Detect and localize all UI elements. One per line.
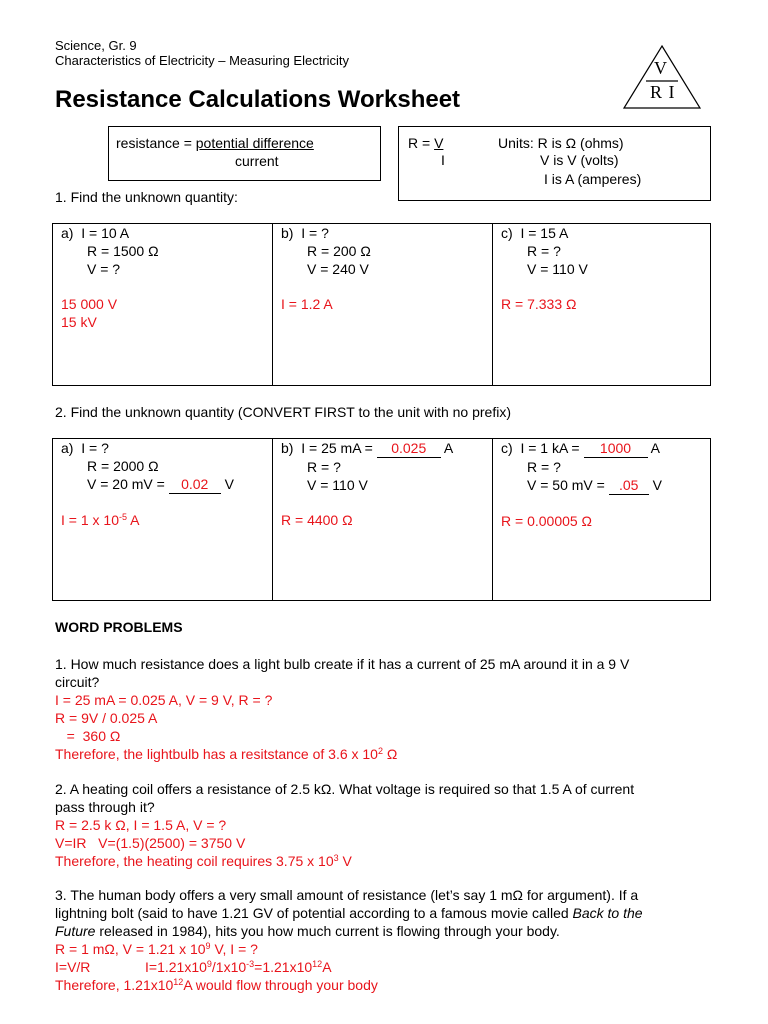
q2-cell-c: c) I = 1 kA = 1000 A R = ? V = 50 mV = .05 V R = 0.00005 Ω (493, 439, 711, 601)
formula-line (116, 134, 314, 152)
q2c-blank: 1000 (584, 439, 648, 458)
q2a-answer: I = 1 x $10^{-5}$ A (61, 512, 140, 528)
i-unit: I is A (amperes) (544, 171, 642, 187)
q1a-line2: R = 1500 Ω (87, 243, 159, 259)
p1-question-line2: circuit? (55, 674, 100, 690)
q1-cell-a: a) I = 10 A R = 1500 Ω V = ? 15 000 V 15 kV (53, 224, 273, 386)
q2-cell-b: b) I = 25 mA = 0.025 A R = ? V = 110 V R = 4400 Ω (273, 439, 493, 601)
q2c-blank2: .05 (609, 476, 649, 495)
p1-answer-line2: R = 9V / 0.025 A (55, 710, 158, 726)
q2a-line1: I = ? (81, 440, 109, 456)
q2c-line2: R = ? (527, 459, 561, 475)
q1c-answer: R = 7.333 Ω (501, 296, 577, 312)
vri-triangle-icon (622, 44, 702, 110)
p3-question-line3: Future released in 1984), hits you how much current is flowing through your body. (55, 923, 560, 939)
triangle-top: V (654, 58, 667, 78)
q1a-line1: I = 10 A (81, 225, 130, 241)
q1c-line1: I = 15 A (520, 225, 569, 241)
q1a-answer2: 15 kV (61, 314, 97, 330)
p1-answer-line4: Therefore, the lightbulb has a resitstance of 3.6 x $10^2$ Ω (55, 746, 398, 762)
p3-answer-line3: Therefore, $1.21x10^{12}A$ would flow through your body (55, 977, 378, 993)
units-label: Units: R is Ω (ohms) (498, 135, 624, 151)
q2b-blank: 0.025 (377, 439, 441, 458)
q1c-line2: R = ? (527, 243, 561, 259)
p1-answer-line1: I = 25 mA = 0.025 A, V = 9 V, R = ? (55, 692, 273, 708)
page-title: Resistance Calculations Worksheet (55, 86, 461, 113)
r-denominator: I (441, 152, 445, 168)
triangle-bottom: R I (650, 82, 676, 102)
p3-answer-line2: I=V/R $I=1.21x10^9/1x10^{-3}=1.21x10^{12}A$ (55, 959, 332, 975)
v-unit: V is V (volts) (540, 152, 619, 168)
r-equation: R = V (408, 135, 444, 151)
q2a-blank: 0.02 (169, 475, 221, 494)
p1-question-line1: 1. How much resistance does a light bulb create if it has a current of 25 mA around it in a 9 V (55, 656, 630, 672)
formula-numerator: potential difference (195, 135, 314, 151)
p1-answer-line3: = 360 Ω (55, 728, 121, 744)
q2b-answer: R = 4400 Ω (281, 512, 353, 528)
word-problem-2 (55, 780, 715, 870)
word-problem-1 (55, 655, 715, 763)
q1-cell-b: b) I = ? R = 200 Ω V = 240 V I = 1.2 A (273, 224, 493, 386)
p2-answer-line1: R = 2.5 k Ω, I = 1.5 A, V = ? (55, 817, 227, 833)
p3-answer-line1: R = 1 mΩ, V = 1.21 x $10^9$ V, I = ? (55, 941, 258, 957)
q1a-answer1: 15 000 V (61, 296, 118, 312)
q2-heading: 2. Find the unknown quantity (CONVERT FIRST to the unit with no prefix) (55, 404, 511, 420)
word-problem-3 (55, 886, 735, 994)
p3-question-line2: lightning bolt (said to have 1.21 GV of potential according to a famous movie called Back to the (55, 905, 643, 921)
q1b-answer: I = 1.2 A (281, 296, 333, 312)
q1a-line3: V = ? (87, 261, 121, 277)
q1b-line1: I = ? (301, 225, 329, 241)
q2a-line2: R = 2000 Ω (87, 458, 159, 474)
q1-table (52, 223, 711, 386)
q2a-line3: V = 20 mV = 0.02 V (87, 476, 234, 492)
q2b-line3: V = 110 V (307, 477, 368, 493)
q1b-line3: V = 240 V (307, 261, 369, 277)
q2-cell-a: a) I = ? R = 2000 Ω V = 20 mV = 0.02 V I = 1 x $10^{-5}$ A (53, 439, 273, 601)
unit-label: Characteristics of Electricity – Measuring Electricity (55, 53, 350, 68)
r-numerator: V (434, 135, 444, 151)
p2-question-line2: pass through it? (55, 799, 155, 815)
course-label: Science, Gr. 9 (55, 38, 137, 53)
formula-box (108, 126, 381, 181)
q2b-line2: R = ? (307, 459, 341, 475)
p2-answer-line3: Therefore, the heating coil requires 3.75 x $10^3$ V (55, 853, 352, 869)
q2c-answer: R = 0.00005 Ω (501, 513, 593, 529)
p2-question-line1: 2. A heating coil offers a resistance of 2.5 kΩ. What voltage is required so that 1.5 A of current (55, 781, 635, 797)
p2-answer-line2: V=IR V=(1.5)(2500) = 3750 V (55, 835, 246, 851)
p3-question-line1: 3. The human body offers a very small amount of resistance (let’s say 1 mΩ for argument). If a (55, 887, 639, 903)
q1c-line3: V = 110 V (527, 261, 588, 277)
word-problems-heading: WORD PROBLEMS (55, 619, 183, 635)
q1b-line2: R = 200 Ω (307, 243, 371, 259)
q2c-line3: V = 50 mV = .05 V (527, 477, 662, 493)
q1-heading: 1. Find the unknown quantity: (55, 189, 238, 205)
units-box (398, 126, 711, 201)
formula-prefix: resistance = (116, 135, 196, 151)
formula-denominator: current (235, 153, 279, 169)
q2-table (52, 438, 711, 601)
q1-cell-c: c) I = 15 A R = ? V = 110 V R = 7.333 Ω (493, 224, 711, 386)
